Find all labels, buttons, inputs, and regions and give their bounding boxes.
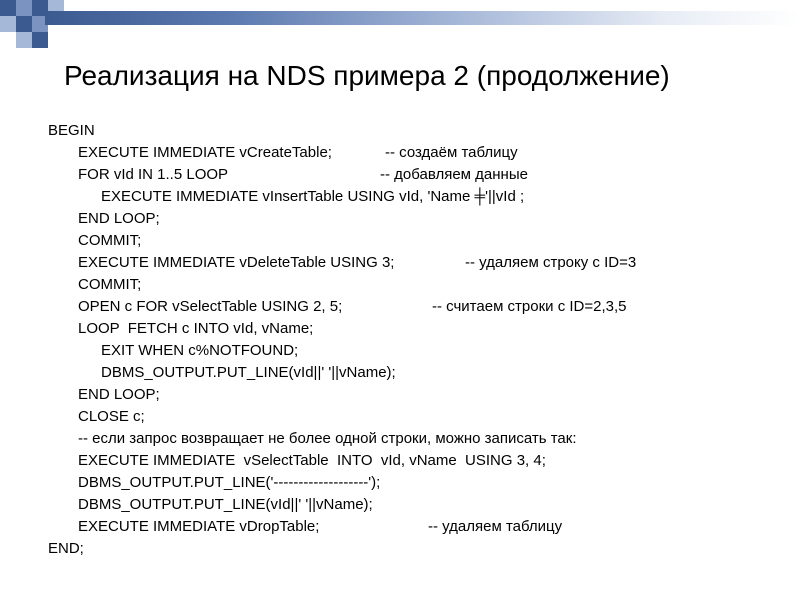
code-comment: -- удаляем таблицу (428, 518, 563, 535)
code-text: COMMIT; (78, 232, 142, 249)
corner-square (16, 16, 32, 32)
code-line (48, 494, 577, 516)
code-line (48, 208, 577, 230)
code-text: DBMS_OUTPUT.PUT_LINE(vId||' '||vName); (78, 496, 373, 513)
code-line (48, 538, 577, 560)
code-line (48, 362, 577, 384)
code-text: EXIT WHEN c%NOTFOUND; (101, 342, 299, 359)
code-line (48, 384, 577, 406)
code-line (48, 274, 577, 296)
code-text: END LOOP; (78, 210, 160, 227)
corner-square (16, 32, 32, 48)
code-line (48, 428, 577, 450)
code-line (48, 164, 577, 186)
code-line (48, 472, 577, 494)
code-text: FOR vId IN 1..5 LOOP (78, 166, 229, 183)
code-line (48, 252, 637, 274)
code-comment: -- создаём таблицу (385, 144, 518, 161)
code-text: LOOP FETCH c INTO vId, vName; (78, 320, 314, 337)
code-text: END; (48, 540, 84, 557)
code-comment: -- считаем строки с ID=2,3,5 (432, 298, 627, 315)
code-text: DBMS_OUTPUT.PUT_LINE(vId||' '||vName); (101, 364, 396, 381)
code-comment: -- удаляем строку с ID=3 (465, 254, 637, 271)
code-text: DBMS_OUTPUT.PUT_LINE('-------------------'); (78, 474, 381, 491)
code-text: -- если запрос возвращает не более одной строки, можно записать так: (78, 430, 577, 447)
code-line (48, 406, 577, 428)
code-comment: -- добавляем данные (380, 166, 528, 183)
code-text: EXECUTE IMMEDIATE vSelectTable INTO vId, vName USING 3, 4; (78, 452, 546, 469)
code-line (48, 142, 577, 164)
code-line (48, 186, 577, 208)
corner-square (0, 16, 16, 32)
code-text: EXECUTE IMMEDIATE vDeleteTable USING 3; (78, 254, 395, 271)
code-text: COMMIT; (78, 276, 142, 293)
code-text: END LOOP; (78, 386, 160, 403)
code-line (48, 120, 577, 142)
code-line (48, 516, 577, 538)
code-line (48, 318, 577, 340)
corner-square (32, 32, 48, 48)
code-line (48, 230, 577, 252)
code-line (48, 340, 577, 362)
code-block (48, 120, 637, 560)
slide-title: Реализация на NDS примера 2 (продолжение) (64, 60, 670, 91)
code-text: EXECUTE IMMEDIATE vDropTable; (78, 518, 320, 535)
corner-square (16, 0, 32, 16)
code-text: CLOSE c; (78, 408, 145, 425)
code-line (48, 450, 577, 472)
corner-square (0, 0, 16, 16)
code-text: BEGIN (48, 122, 95, 139)
code-line (48, 296, 627, 318)
code-text: EXECUTE IMMEDIATE vInsertTable USING vId, 'Name ╪'||vId ; (101, 188, 525, 205)
header-gradient-bar (45, 11, 800, 25)
code-text: OPEN c FOR vSelectTable USING 2, 5; (78, 298, 343, 315)
code-text: EXECUTE IMMEDIATE vCreateTable; (78, 144, 332, 161)
